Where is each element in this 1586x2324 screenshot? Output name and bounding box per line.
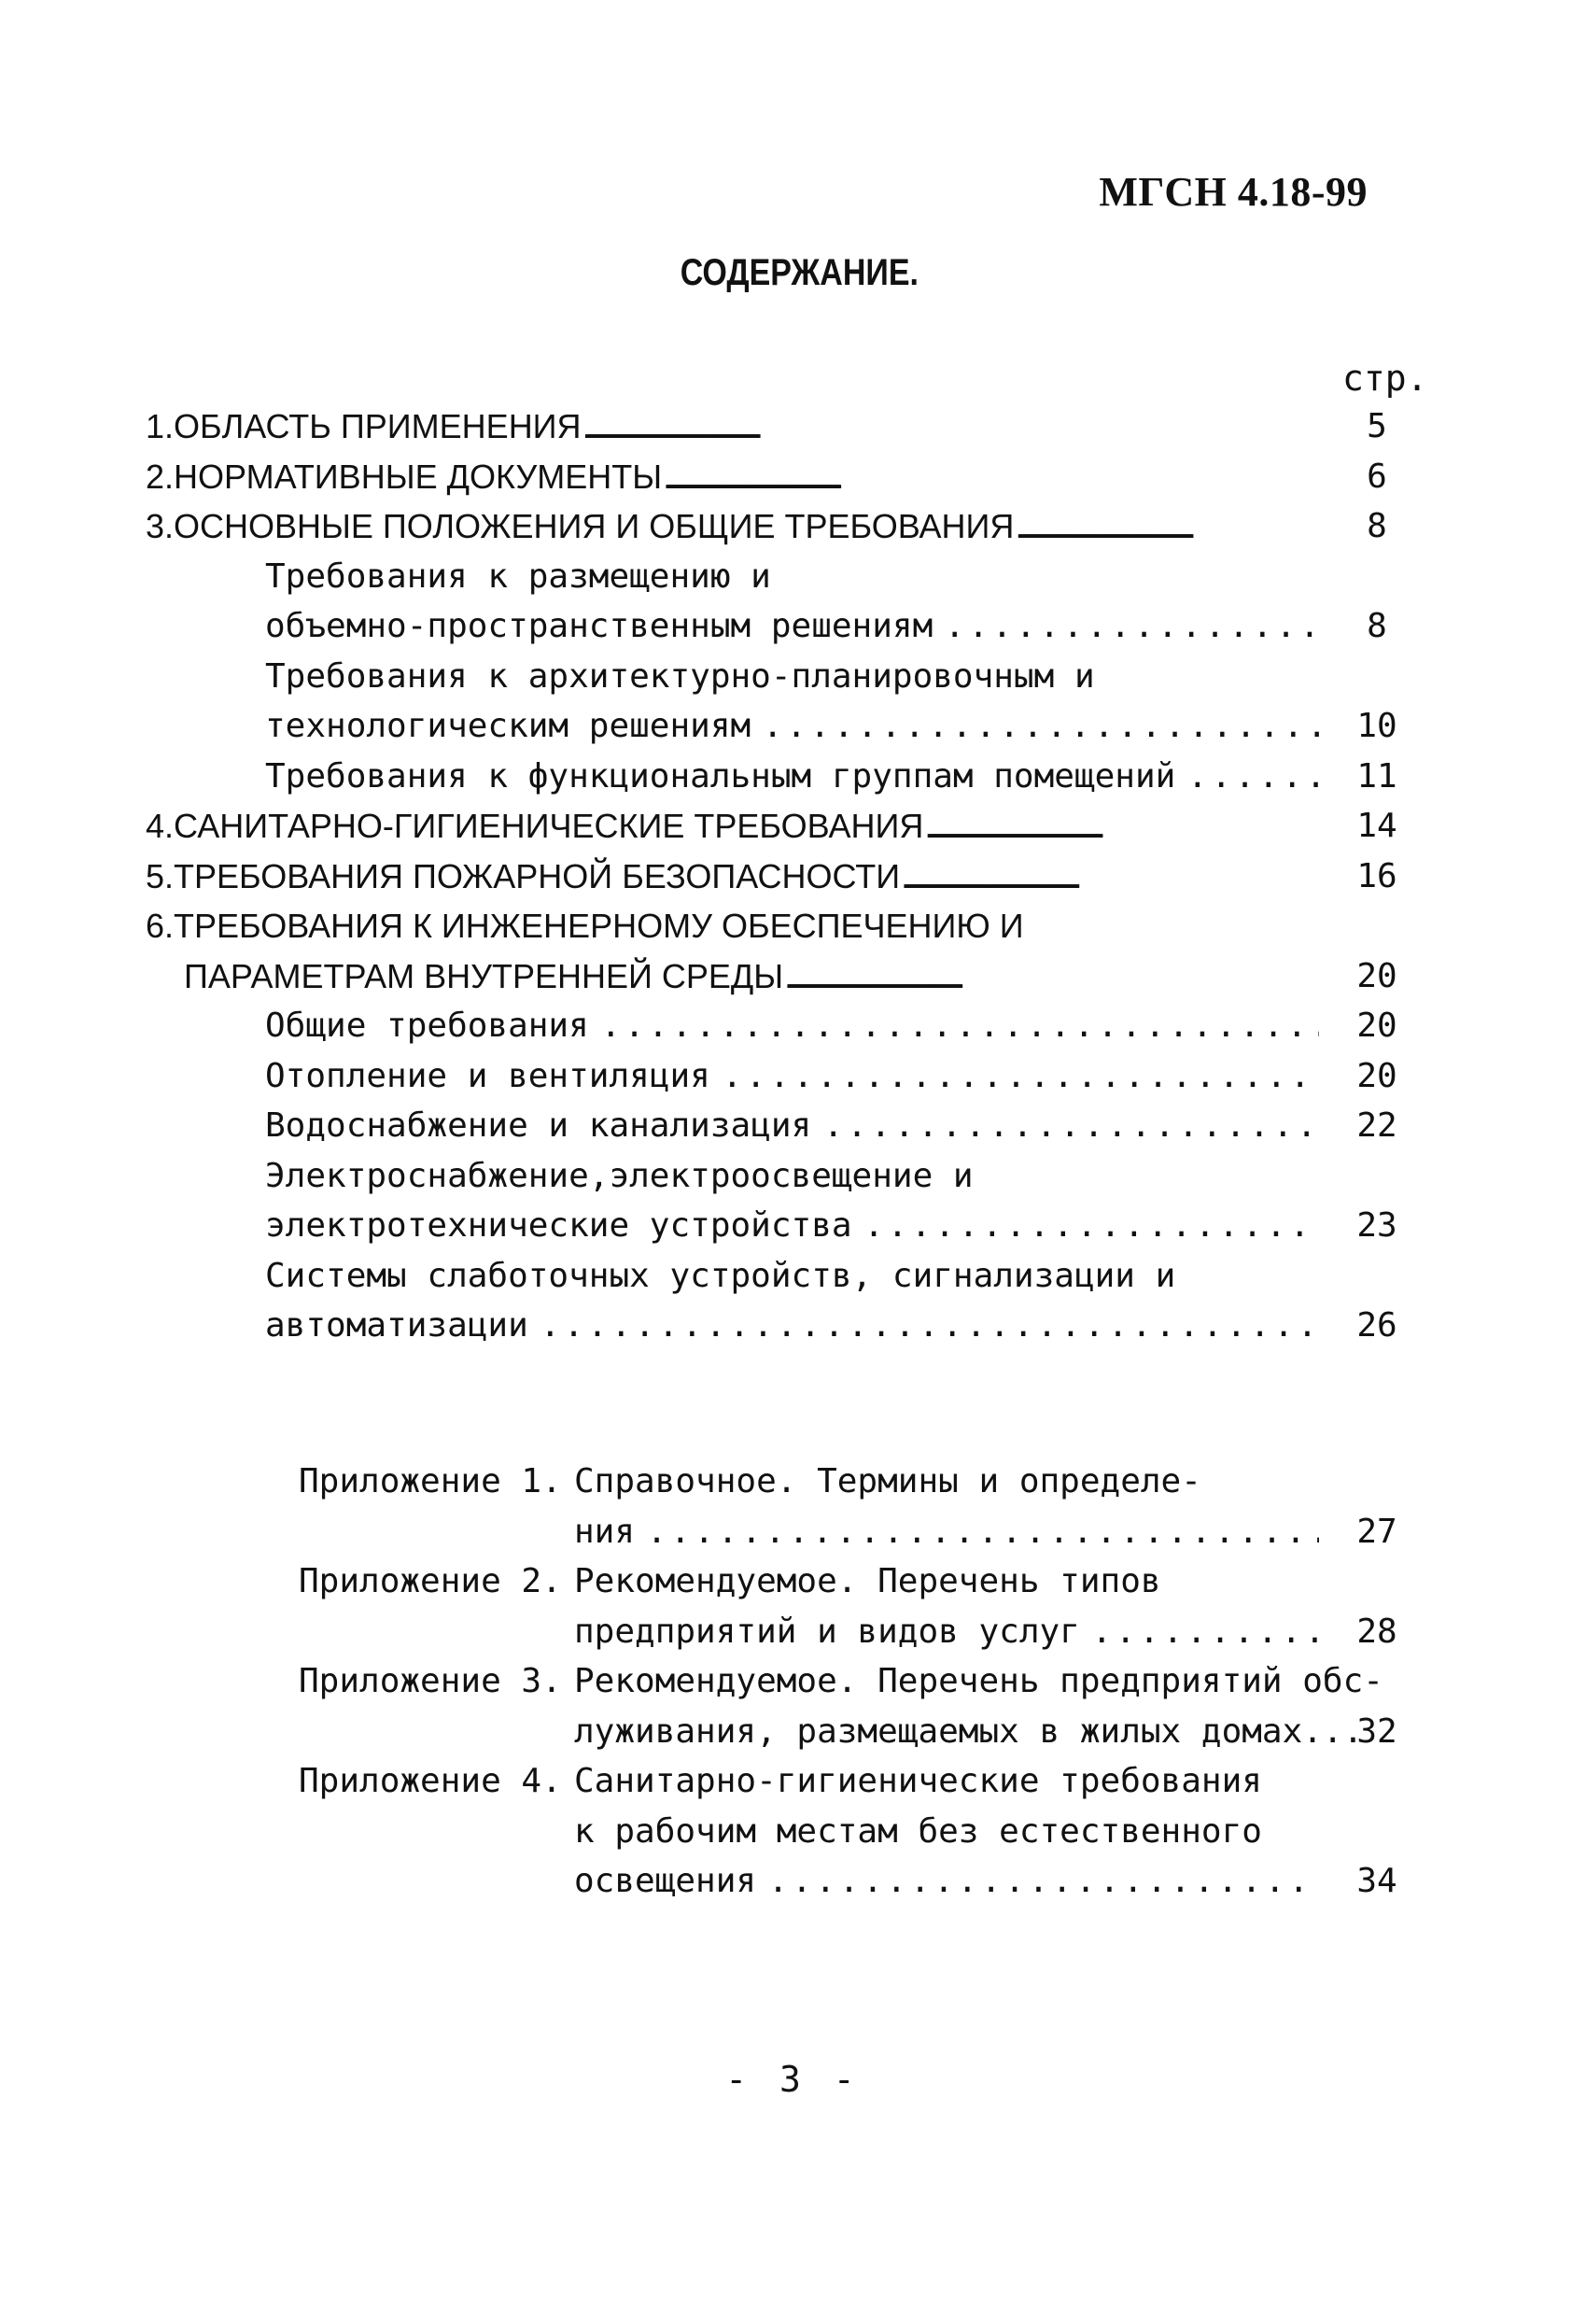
toc-entry-title: 4.САНИТАРНО-ГИГИЕНИЧЕСКИЕ ТРЕБОВАНИЯ . . .	[146, 801, 1319, 852]
toc-entry-page: 20	[1356, 956, 1397, 995]
toc-entry-page: 20	[1356, 1056, 1397, 1095]
appendix-entry-continued[interactable]	[0, 1607, 1586, 1657]
toc-entry[interactable]	[0, 951, 1586, 1002]
appendix-title: Рекомендуемое. Перечень типов	[574, 1562, 1161, 1600]
table-of-contents	[0, 401, 1586, 1351]
appendix-entry-continued[interactable]	[0, 1507, 1586, 1557]
appendix-page: 28	[1356, 1612, 1397, 1651]
toc-entry[interactable]	[0, 1001, 1586, 1051]
toc-entry-title: 2.НОРМАТИВНЫЕ ДОКУМЕНТЫ . . .	[146, 452, 1319, 502]
toc-entry[interactable]	[0, 552, 1586, 602]
toc-entry[interactable]	[0, 701, 1586, 752]
toc-entry-title: Общие требования . . .	[265, 1001, 1319, 1051]
appendix-title: Санитарно-гигиенические требования	[574, 1762, 1262, 1800]
appendix-label: Приложение 3.	[299, 1662, 562, 1700]
toc-entry-title: ПАРАМЕТРАМ ВНУТРЕННЕЙ СРЕДЫ . . .	[184, 951, 1319, 1002]
toc-entry-page: 10	[1356, 707, 1397, 745]
appendix-title: луживания, размещаемых в жилых домах...	[574, 1711, 1364, 1751]
toc-entry[interactable]	[0, 1301, 1586, 1351]
appendix-page: 34	[1356, 1862, 1397, 1900]
toc-entry-title: 3.ОСНОВНЫЕ ПОЛОЖЕНИЯ И ОБЩИЕ ТРЕБОВАНИЯ . . .	[146, 501, 1319, 552]
appendix-title: ния . . .	[574, 1507, 1319, 1557]
appendix-entry[interactable]	[0, 1457, 1586, 1507]
toc-entry[interactable]	[0, 852, 1586, 902]
toc-entry-page: 20	[1356, 1007, 1397, 1045]
toc-entry[interactable]	[0, 1251, 1586, 1302]
appendix-entry-continued[interactable]	[0, 1707, 1586, 1757]
toc-entry-page: 14	[1356, 807, 1397, 845]
toc-entry-title: технологическим решениям . . .	[265, 701, 1319, 752]
appendix-entry[interactable]	[0, 1756, 1586, 1807]
toc-entry[interactable]	[0, 752, 1586, 802]
toc-entry[interactable]	[0, 901, 1586, 951]
appendix-entry-continued[interactable]	[0, 1856, 1586, 1907]
toc-entry-title: Требования к размещению и	[265, 556, 771, 596]
toc-entry-page: 16	[1356, 856, 1397, 895]
toc-entry-title: Требования к архитектурно-планировочным и	[265, 656, 1095, 696]
toc-entry[interactable]	[0, 1151, 1586, 1202]
appendix-title: Справочное. Термины и определе-	[574, 1462, 1201, 1500]
appendix-label: Приложение 1.	[299, 1462, 562, 1500]
toc-entry-page: 23	[1356, 1206, 1397, 1245]
appendix-page: 27	[1356, 1512, 1397, 1551]
toc-entry[interactable]	[0, 601, 1586, 652]
appendix-page: 32	[1356, 1711, 1397, 1751]
toc-entry-page: 22	[1356, 1106, 1397, 1145]
appendix-label: Приложение 4.	[299, 1762, 562, 1800]
toc-entry-title: Водоснабжение и канализация . . .	[265, 1101, 1319, 1151]
appendix-entry-continued[interactable]	[0, 1807, 1586, 1857]
document-code: МГСН 4.18-99	[1099, 169, 1368, 215]
toc-entry[interactable]	[0, 1051, 1586, 1102]
toc-entry-page: 26	[1356, 1306, 1397, 1345]
page-title: СОДЕРЖАНИЕ.	[680, 252, 919, 293]
toc-entry-title: Системы слаботочных устройств, сигнализации и	[265, 1256, 1176, 1295]
toc-entry[interactable]	[0, 1201, 1586, 1251]
toc-entry[interactable]	[0, 652, 1586, 702]
toc-entry[interactable]	[0, 1101, 1586, 1151]
toc-entry-page: 5	[1367, 407, 1387, 445]
toc-entry[interactable]	[0, 401, 1586, 452]
appendix-title: предприятий и видов услуг . . .	[574, 1607, 1319, 1657]
appendix-list	[0, 1457, 1586, 1907]
appendix-entry[interactable]	[0, 1656, 1586, 1707]
toc-entry-title: 6.ТРЕБОВАНИЯ К ИНЖЕНЕРНОМУ ОБЕСПЕЧЕНИЮ И	[146, 907, 1024, 945]
toc-entry-page: 8	[1367, 607, 1387, 645]
toc-entry-title: автоматизации . . .	[265, 1301, 1319, 1351]
toc-entry-title: Электроснабжение,электроосвещение и	[265, 1156, 974, 1195]
appendix-entry[interactable]	[0, 1556, 1586, 1607]
toc-entry-title: объемно-пространственным решениям . . .	[265, 601, 1319, 652]
toc-entry-title: 5.ТРЕБОВАНИЯ ПОЖАРНОЙ БЕЗОПАСНОСТИ . . .	[146, 852, 1319, 902]
toc-entry-title: 1.ОБЛАСТЬ ПРИМЕНЕНИЯ . . .	[146, 401, 1319, 452]
toc-entry[interactable]	[0, 801, 1586, 852]
toc-entry-page: 8	[1367, 507, 1387, 545]
toc-entry-title: Требования к функциональным группам помещений . . .	[265, 752, 1319, 802]
appendix-title: освещения . . .	[574, 1856, 1319, 1907]
toc-entry-page: 11	[1356, 756, 1397, 796]
toc-entry[interactable]	[0, 452, 1586, 502]
appendix-title: Рекомендуемое. Перечень предприятий обс-	[574, 1662, 1383, 1700]
toc-entry-title: Отопление и вентиляция . . .	[265, 1051, 1319, 1102]
page-column-label: стр.	[1342, 358, 1428, 399]
toc-entry-title: электротехнические устройства . . .	[265, 1201, 1319, 1251]
toc-entry-page: 6	[1367, 457, 1387, 496]
page-number: - 3 -	[725, 2059, 861, 2100]
appendix-label: Приложение 2.	[299, 1562, 562, 1600]
toc-entry[interactable]	[0, 501, 1586, 552]
appendix-title: к рабочим местам без естественного	[574, 1811, 1262, 1851]
